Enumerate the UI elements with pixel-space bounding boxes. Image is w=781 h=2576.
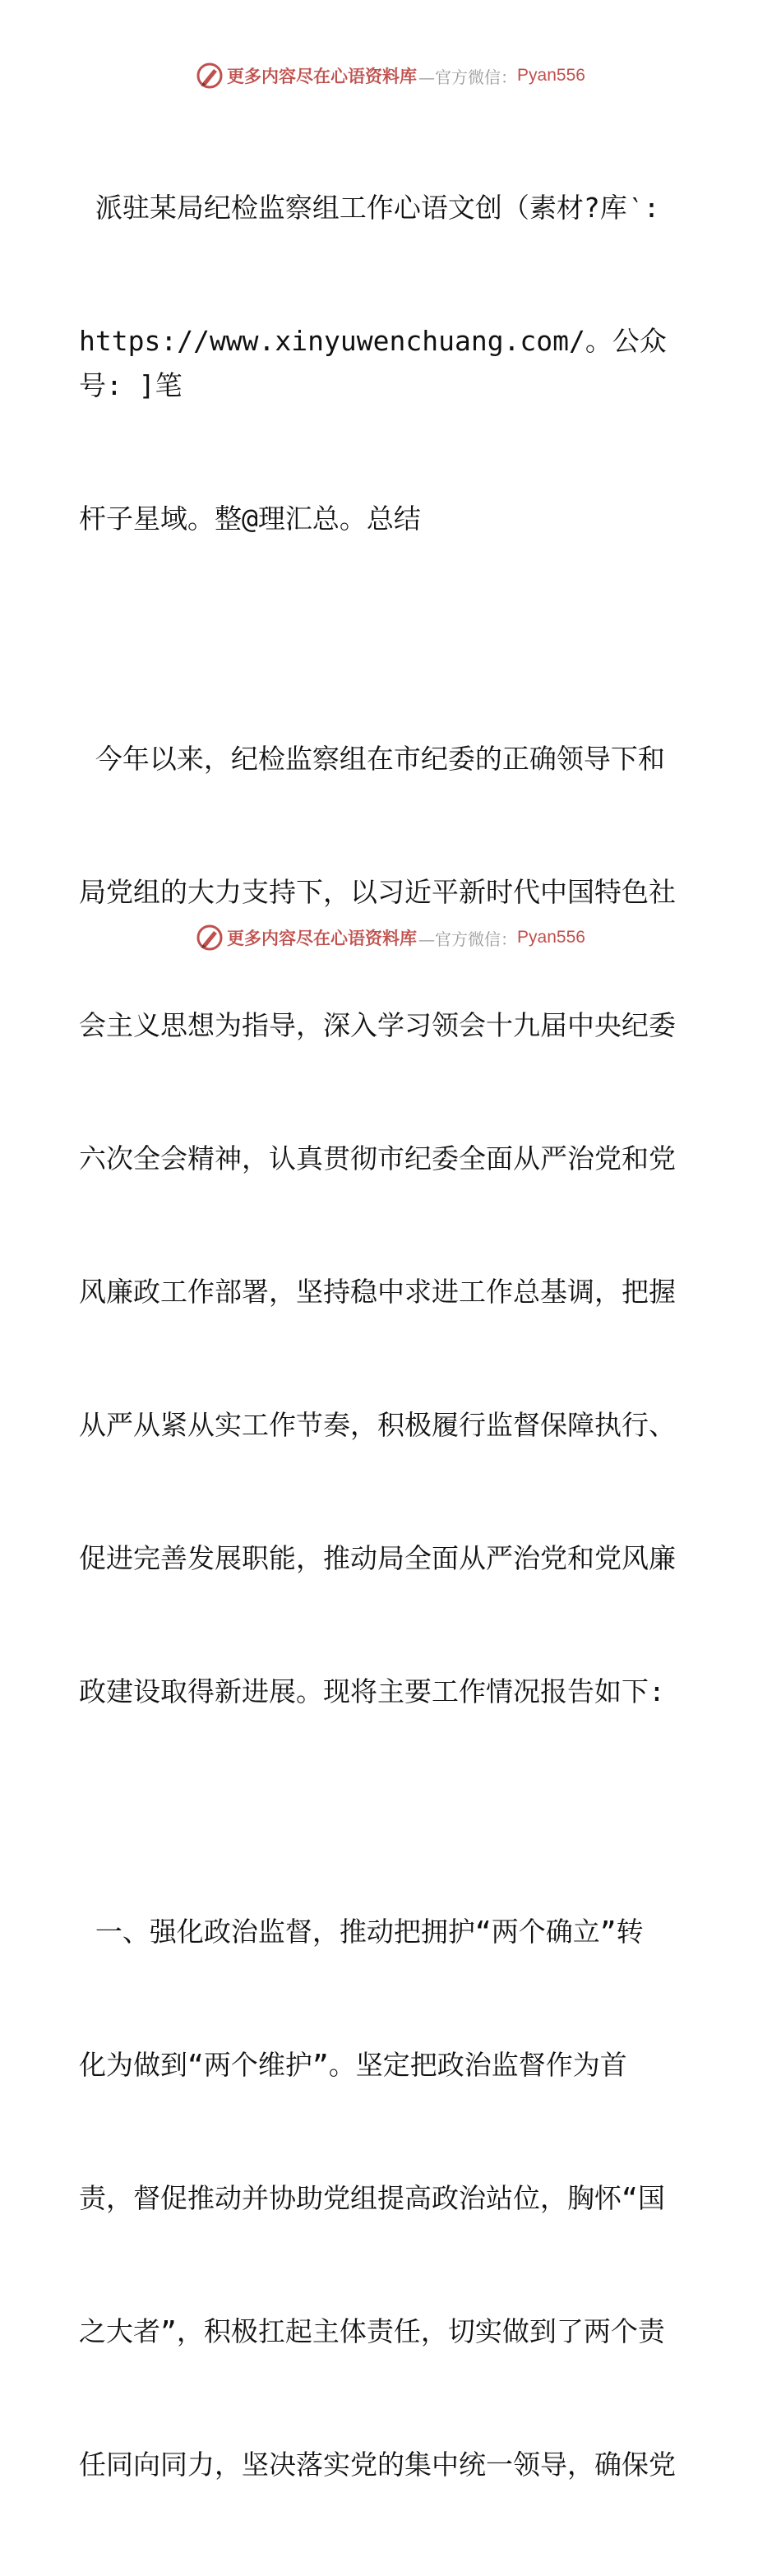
heading-line: 派驻某局纪检监察组工作心语文创（素材?库‵: [79,192,660,224]
paragraph-line: 之大者”，积极扛起主体责任，切实做到了两个责 [79,2315,665,2347]
paragraph-line: 会主义思想为指导，深入学习领会十九届中央纪委 [79,1009,676,1041]
watermark-banner-top [0,59,781,92]
paragraph-line: 政建设取得新进展。现将主要工作情况报告如下: [79,1675,665,1707]
watermark-brand-text: 更多内容尽在心语资料库 [227,928,418,948]
heading-line: 杆子星域。整@理汇总。总结 [79,503,421,535]
paragraph-line: 从严从紧从实工作节奏，积极履行监督保障执行、 [79,1409,676,1441]
section-one-paragraph [79,1821,704,2576]
watermark-separator-text: —官方微信： [418,929,518,949]
document-heading [79,97,704,630]
paragraph-line: 化为做到“两个维护”。坚定把政治监督作为首 [79,2049,627,2081]
pen-logo-icon [196,62,224,90]
paragraph-line: 责，督促推动并协助党组提高政治站位，胸怀“国 [79,2182,665,2214]
heading-line: https://www.xinyuwenchuang.com/。公众号: ]笔 [79,325,667,401]
paragraph-line: 今年以来，纪检监察组在市纪委的正确领导下和 [79,743,665,775]
paragraph-line: 任同向同力，坚决落实党的集中统一领导，确保党 [79,2449,676,2481]
document-body [79,97,704,2576]
watermark-banner-bottom [0,921,781,954]
paragraph-line: 六次全会精神，认真贯彻市纪委全面从严治党和党 [79,1142,676,1174]
watermark-brand-text: 更多内容尽在心语资料库 [227,66,418,86]
paragraph-line: 局党组的大力支持下，以习近平新时代中国特色社 [79,876,676,908]
watermark-wechat-id: Pyan556 [517,928,585,947]
watermark-wechat-id: Pyan556 [517,66,585,85]
pen-logo-icon [196,924,224,952]
watermark-separator-text: —官方微信： [418,67,518,87]
intro-paragraph [79,648,704,1803]
paragraph-line: 风廉政工作部署，坚持稳中求进工作总基调，把握 [79,1276,676,1308]
paragraph-line: 一、强化政治监督，推动把拥护“两个确立”转 [79,1916,644,1948]
paragraph-line: 促进完善发展职能，推动局全面从严治党和党风廉 [79,1542,676,1574]
